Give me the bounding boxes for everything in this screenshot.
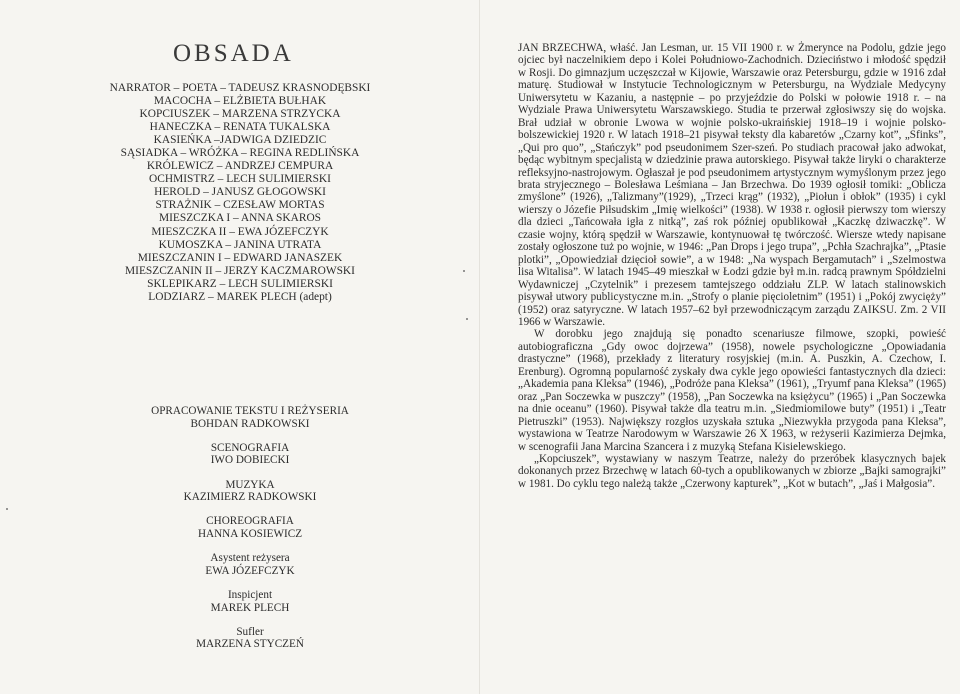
cast-entry: KUMOSZKA – JANINA UTRATA — [158, 238, 322, 251]
credit-stage-manager — [60, 589, 440, 614]
bio-paragraph: JAN BRZECHWA, właść. Jan Lesman, ur. 15 VII 1900 r. w Żmerynce na Podolu, gdzie jego ojciec był naczelnikiem depo i Kolei Południowo-Zachodnich. Dzieciństwo i młodość spędził w Rosji. Do gimnazjum uczęszczał w Kijowie, Warszawie oraz Petersburgu, gdzie w 1916 zdał maturę. Studiował w Instytucie Technologicznym w Petersburgu, na Wydziale Medycyny Uniwersytetu w Kazaniu, a następnie – po przyjeździe do Polski w połowie 1918 r. – na Wydziale Prawa Uniwersytetu Warszawskiego. Studia te przerwał zgłosiwszy się do wojska. Brał udział w obronie Lwowa w wojnie polsko-ukraińskiej 1918–19 i wojnie polsko-bolszewickiej 1920 r. W latach 1918–21 pisywał teksty dla kabaretów „Czarny kot”, „Sfinks”, „Qui pro quo”, „Stańczyk” pod pseudonimem Szer-szeń. Po studiach pracował jako adwokat, będąc wybitnym specjalistą w dziedzinie prawa autorskiego. Pisywał także liryki o charakterze refleksyjno-nastrojowym. Ogłaszał je pod pseudonimem artystycznym wymyślonym przez jego brata stryjecznego – Bolesława Leśmiana – Jan Brzechwa. Do 1939 ogłosił tomiki: „Oblicza zmyślone” (1926), „Talizmany”(1929), „Trzeci krąg” (1932), „Piołun i obłok” (1935) i cykl wierszy o Józefie Piłsudskim „Imię wielkości” (1938). W 1938 r. ogłosił pierwszy tom wierszy dla dzieci „Tańcowała igła z nitką”, zaś rok później opublikował „Kaczkę dziwaczkę”. W czasie wojny, którą spędził w Warszawie, kontynuował tę twórczość. Wiersze wtedy napisane zostały ogłoszone tuż po wojnie, w 1946: „Pan Drops i jego trupa”, „Pchła Szachrajka”, „Ptasie plotki”, „Opowiedział dzięcioł sowie”, a w 1948: „Na wyspach Bergamutach” i „Szelmostwa lisa Witalisa”. W latach 1945–49 mieszkał w Łodzi gdzie był m.in. radcą prawnym Spółdzielni Wydawniczej „Czytelnik” i prezesem tamtejszego oddziału ZLP. W latach stalinowskich pisywał utwory publicystyczne m.in. „Strofy o planie pięcioletnim” (1951) i „Pokój zwycięży” (1952) oraz satyryczne. W latach 1957–62 był przewodniczącym zarządu ZAIKSU. Zm. 2 VII 1966 w Warszawie. — [518, 42, 946, 328]
cast-entry: KOPCIUSZEK – MARZENA STRZYCKA — [139, 108, 341, 121]
credit-role: Inspicjent — [227, 588, 273, 601]
credit-role: Sufler — [236, 625, 264, 638]
credit-music — [60, 479, 440, 504]
credit-name: MAREK PLECH — [210, 601, 290, 614]
cast-entry: NARRATOR – POETA – TADEUSZ KRASNODĘBSKI — [109, 82, 371, 94]
cast-entry: STRAŻNIK – CZESŁAW MORTAS — [155, 199, 325, 212]
crew-credits — [60, 405, 440, 662]
credit-role: MUZYKA — [225, 478, 275, 491]
credit-scenography — [60, 442, 440, 467]
credit-director — [60, 405, 440, 430]
cast-entry: SĄSIADKA – WRÓŻKA – REGINA REDLIŃSKA — [120, 147, 360, 160]
credit-name: HANNA KOSIEWICZ — [197, 527, 303, 540]
print-speck — [463, 270, 465, 272]
page-title: OBSADA — [173, 40, 294, 67]
credit-name: MARZENA STYCZEŃ — [196, 638, 304, 651]
biography-text — [518, 42, 946, 490]
cast-entry: KRÓLEWICZ – ANDRZEJ CEMPURA — [146, 160, 334, 173]
cast-entry: MIESZCZKA II – EWA JÓZEFCZYK — [151, 225, 329, 238]
bio-paragraph: W dorobku jego znajdują się ponadto scenariusze filmowe, szopki, powieść autobiograficzna „Gdy owoc dojrzewa” (1958), nowele psychologiczne „Opowiadania drastyczne” (1968), przekłady z literatury rosyjskiej (m.in. A. Puszkin, A. Czechow, I. Erenburg). Ogromną popularność zyskały dwa cykle jego opowieści fantastycznych dla dzieci: „Akademia pana Kleksa” (1946), „Podróże pana Kleksa” (1961), „Tryumf pana Kleksa” (1965) oraz „Pan Soczewka w puszczy” (1958), „Pan Soczewka na księżycu” (1965) i „Pan Soczewka na dnie oceanu” (1960). Pisywał także dla teatru m.in. „Siedmiomilowe buty” (1951) i „Teatr Pietruszki” (1953). Największy rozgłos uzyskała sztuka „Niezwykła przygoda pana Kleksa”, wystawiona w Teatrze Narodowym w Warszawie 26 X 1963, w reżyserii Kazimierza Dejmka, w scenografii Jana Marcina Szancera i z muzyką Stefana Kisielewskiego. — [518, 328, 946, 453]
cast-entry: OCHMISTRZ – LECH SULIMIERSKI — [149, 173, 331, 186]
bio-paragraph: „Kopciuszek”, wystawiany w naszym Teatrze, należy do przeróbek klasycznych bajek dokonanych przez Brzechwę w latach 60-tych a opublikowanych w zbiorze „Bajki samograjki” w 1981. Do cyklu tego należą także „Czerwony kapturek”, „Kot w butach”, „Jaś i Małgosia”. — [518, 452, 946, 490]
cast-entry: LODZIARZ – MAREK PLECH (adept) — [148, 290, 332, 303]
cast-entry: HEROLD – JANUSZ GŁOGOWSKI — [154, 186, 326, 199]
credit-prompter — [60, 626, 440, 651]
cast-entry: HANECZKA – RENATA TUKALSKA — [149, 121, 331, 134]
credit-assistant-director — [60, 552, 440, 577]
credit-role: SCENOGRAFIA — [210, 441, 290, 454]
cast-entry: KASIEŃKA –JADWIGA DZIEDZIC — [153, 134, 327, 147]
credit-choreography — [60, 515, 440, 540]
credit-name: BOHDAN RADKOWSKI — [190, 417, 310, 430]
cast-entry: MACOCHA – ELŻBIETA BUŁHAK — [153, 95, 327, 108]
credit-name: EWA JÓZEFCZYK — [205, 564, 295, 577]
credit-role: CHOREOGRAFIA — [206, 515, 294, 528]
cast-entry: SKLEPIKARZ – LECH SULIMIERSKI — [147, 277, 333, 290]
cast-entry: MIESZCZANIN I – EDWARD JANASZEK — [137, 251, 343, 264]
credit-name: KAZIMIERZ RADKOWSKI — [183, 491, 317, 504]
right-page — [480, 0, 960, 694]
print-speck — [6, 508, 8, 510]
cast-list — [80, 82, 400, 304]
cast-entry: MIESZCZKA I – ANNA SKAROS — [158, 212, 322, 225]
credit-name: IWO DOBIECKI — [210, 454, 290, 467]
credit-role: OPRACOWANIE TEKSTU I REŻYSERIA — [151, 405, 349, 417]
cast-entry: MIESZCZANIN II – JERZY KACZMAROWSKI — [125, 264, 355, 277]
credit-role: Asystent reżysera — [210, 552, 290, 565]
print-speck — [466, 318, 468, 320]
